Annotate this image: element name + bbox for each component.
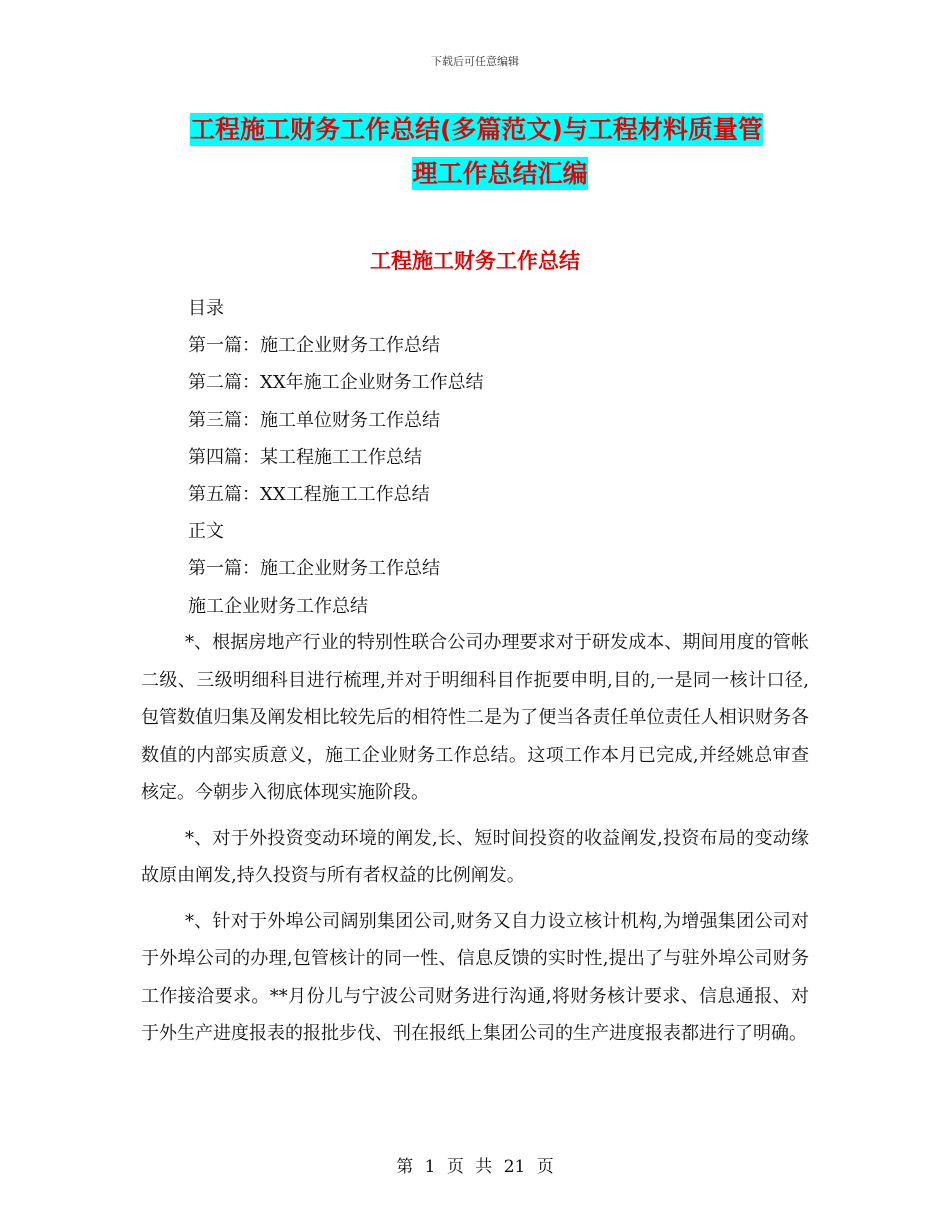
section-title: 工程施工财务工作总结 [370, 249, 580, 273]
body-text [141, 624, 809, 1061]
title-line-2 [190, 152, 810, 196]
title-line-1-text: 工程施工财务工作总结(多篇范文)与工程材料质量管 [190, 115, 763, 144]
toc-item: 第四篇：某工程施工工作总结 [188, 446, 422, 468]
toc-heading: 目录 [188, 298, 224, 319]
document-title [190, 108, 810, 196]
title-line-2-text: 理工作总结汇编 [412, 159, 588, 188]
paragraph: *、根据房地产行业的特别性联合公司办理要求对于研发成本、期间用度的管帐二级、三级明细科目进行梳理,并对于明细科目作扼要申明,目的,一是同一核计口径,包管数值归集及阐发相比较先后的相符性二是为了便当各责任单位责任人相识财务各数值的内部实质意义，施工企业财务工作总结。这项工作本月已完成,并经姚总审查核定。今朝步入彻底体现实施阶段。 [141, 632, 809, 803]
paragraph: *、针对于外埠公司阔别集团公司,财务又自力设立核计机构,为增强集团公司对于外埠公司的办理,包管核计的同一性、信息反馈的实时性,提出了与驻外埠公司财务工作接洽要求。**月份儿与宁波公司财务进行沟通,将财务核计要求、信息通报、对于外生产进度报表的报批步伐、刊在报纸上集团公司的生产进度报表都进行了明确。 [141, 910, 809, 1044]
toc-item: 第五篇：XX工程施工工作总结 [188, 484, 430, 506]
toc-item: 第三篇：施工单位财务工作总结 [188, 409, 440, 431]
paragraph: *、对于外投资变动环境的阐发,长、短时间投资的收益阐发,投资布局的变动缘故原由阐发,持久投资与所有者权益的比例阐发。 [141, 827, 809, 886]
title-line-1 [190, 108, 810, 152]
body-heading: 正文 [188, 521, 224, 543]
toc-item: 第一篇：施工企业财务工作总结 [188, 335, 440, 357]
toc-item: 第二篇：XX年施工企业财务工作总结 [188, 372, 484, 394]
chapter-subheading: 施工企业财务工作总结 [188, 595, 368, 617]
chapter-heading: 第一篇：施工企业财务工作总结 [188, 558, 440, 580]
table-of-contents [188, 290, 808, 625]
header-note: 下载后可任意编辑 [431, 55, 519, 68]
page-number: 第 1 页 共 21 页 [396, 1157, 554, 1177]
